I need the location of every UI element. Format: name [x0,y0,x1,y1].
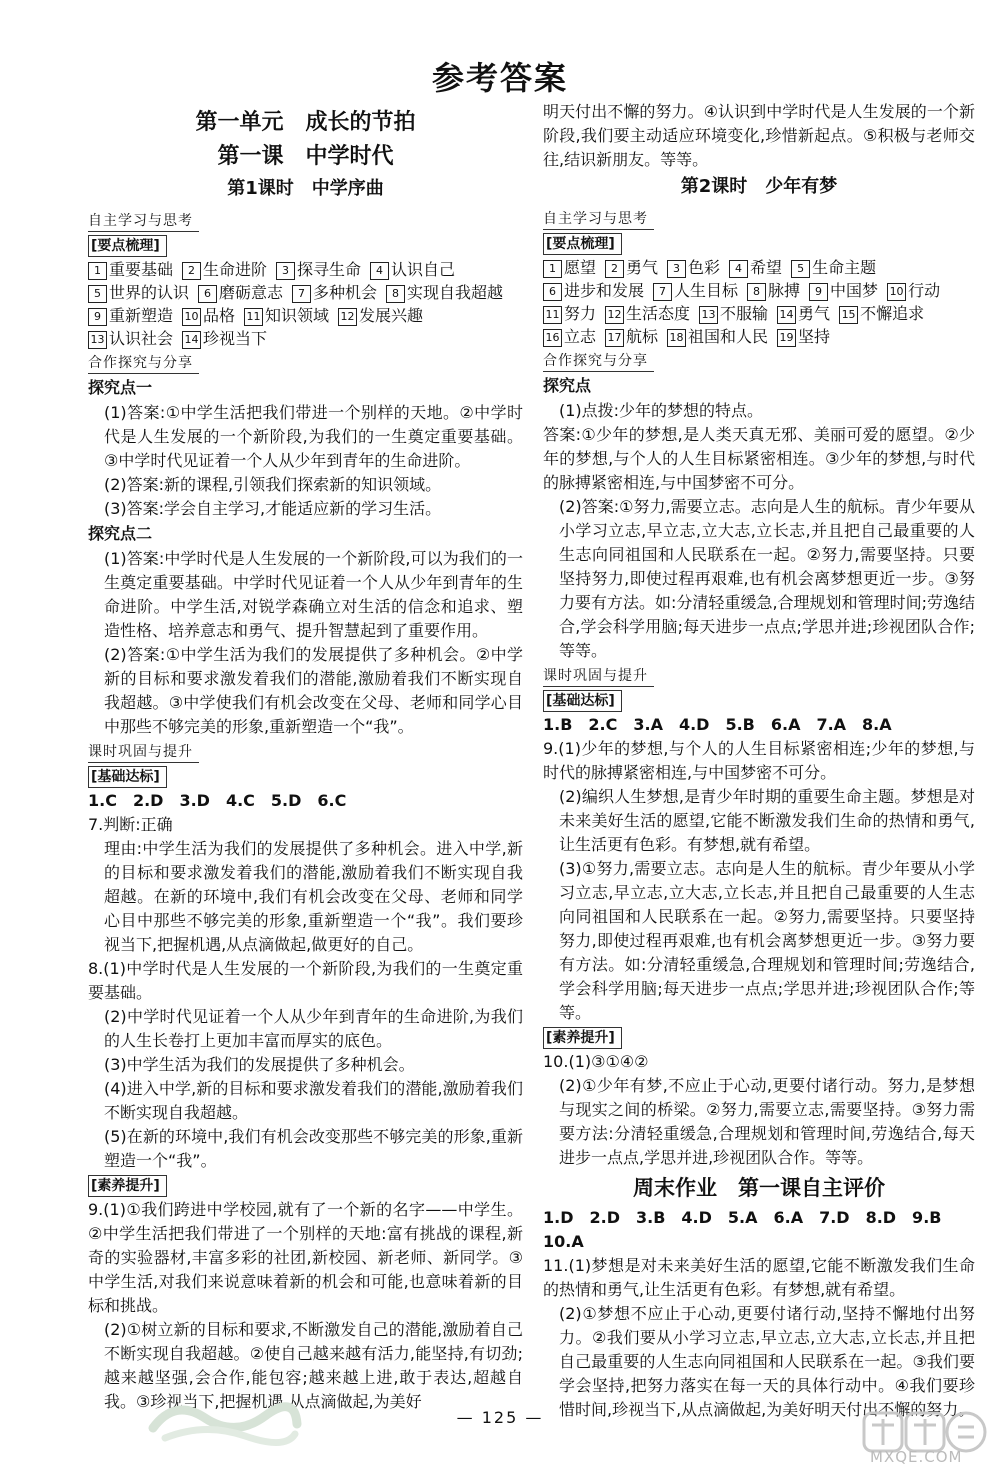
keypoint-number: 1 [543,260,562,278]
keypoint-text: 立志 [564,327,597,346]
answer-paragraph: (2)答案:①中学生活为我们的发展提供了多种机会。②中学新的目标和要求激发着我们的潜能,激励着我们不断实现自我超越。③中学使我们有机会改变在父母、老师和同学心目中那些不够完美的形象,重新塑造一个“我”。 [104,645,523,736]
choice-answers: 1.D 2.D 3.B 4.D 5.A 6.A 7.D 8.D 9.B 10.A [543,1208,958,1251]
keypoint-text: 世界的认识 [109,283,190,302]
keypoint-text: 生活态度 [626,304,691,323]
answer-paragraph: (4)进入中学,新的目标和要求激发着我们的潜能,激励着我们不断实现自我超越。 [104,1079,523,1122]
period-title: 第1课时 中学序曲 [227,178,384,199]
keypoint-number: 14 [777,306,796,324]
keypoint-item [386,281,503,304]
keypoint-list [543,256,975,348]
keypoint-text: 磨砺意志 [219,283,284,302]
keypoint-item [839,302,924,325]
left-column [88,106,523,1414]
keypoint-number: 16 [543,329,562,347]
sublabel-keypoints: [ 要点梳理 ] [88,235,167,257]
section-label-cooperation: 合作探究与分享 [88,353,199,374]
keypoint-item [667,325,768,348]
answer-paragraph: (2)答案:新的课程,引领我们探索新的知识领域。 [104,475,442,494]
keypoint-number: 19 [777,329,796,347]
page-number: — 125 — [456,1408,544,1427]
answer-paragraph: 10.(1)③①④② [543,1052,649,1071]
keypoint-number: 8 [747,283,766,301]
keypoint-text: 珍视当下 [203,329,268,348]
inquiry-heading: 探究点二 [88,524,153,543]
section-label-self-study: 自主学习与思考 [543,209,654,230]
lesson-title: 第一课 中学时代 [217,144,394,169]
keypoint-number: 5 [88,285,107,303]
answer-paragraph: (3)①努力,需要立志。志向是人生的航标。青少年要从小学习立志,早立志,立大志,立长志,并且把自己最重要的人生志向同祖国和人民联系在一起。②努力,需要坚持。只要坚持努力,即使过程再艰难,也有机会离梦想更近一步。③努力要有方法。如:分清轻重缓急,合理规划和管理时间;劳逸结合,学会科学用脑;每天进步一点点;学思并进;珍视团队合作;等等。 [559,859,975,1022]
keypoint-item [370,258,455,281]
keypoint-text: 认识自己 [391,260,456,279]
keypoint-item [747,279,800,302]
answer-paragraph: 7.判断:正确 [88,815,173,834]
answer-paragraph: (2)答案:①努力,需要立志。志向是人生的航标。青少年要从小学习立志,早立志,立大志,立长志,并且把自己最重要的人生志向同祖国和人民联系在一起。②努力,需要坚持。只要坚持努力,即使过程再艰难,也有机会离梦想更近一步。③努力要有方法。如:分清轻重缓急,合理规划和管理时间;劳逸结合,学会科学用脑;每天进步一点点;学思并进;珍视团队合作;等等。 [559,497,975,660]
keypoint-text: 坚持 [798,327,831,346]
keypoint-text: 人生目标 [674,281,739,300]
keypoint-number: 1 [88,262,107,280]
keypoint-item [605,325,658,348]
keypoint-text: 勇气 [626,258,659,277]
keypoint-item [653,279,738,302]
page-title: 参考答案 [431,59,568,97]
answer-paragraph: (2)编织人生梦想,是青少年时期的重要生命主题。梦想是对未来美好生活的愿望,它能不断激发我们生命的热情和勇气,让生活更有色彩。有梦想,就有希望。 [559,787,975,854]
sublabel-basic: [ 基础达标 ] [88,766,167,788]
keypoint-number: 9 [809,283,828,301]
keypoint-number: 7 [292,285,311,303]
keypoint-text: 进步和发展 [564,281,645,300]
answer-paragraph: (5)在新的环境中,我们有机会改变那些不够完美的形象,重新塑造一个“我”。 [104,1127,523,1170]
keypoint-number: 17 [605,329,624,347]
keypoint-text: 不服输 [720,304,769,323]
sublabel-improve: [ 素养提升 ] [88,1175,167,1197]
section-label-self-study: 自主学习与思考 [88,211,199,232]
answer-paragraph: (2)中学时代见证着一个人从少年到青年的生命进阶,为我们的人生长卷打上更加丰富而厚实的底色。 [104,1007,523,1050]
keypoint-item [88,258,173,281]
keypoint-item [887,279,940,302]
keypoint-item [729,256,782,279]
right-column [543,100,975,1422]
choice-answers: 1.B 2.C 3.A 4.D 5.B 6.A 7.A 8.A [543,715,892,734]
keypoint-number: 6 [198,285,217,303]
keypoint-text: 重要基础 [109,260,174,279]
keypoint-item [182,304,235,327]
keypoint-number: 13 [88,331,107,349]
keypoint-item [777,325,830,348]
keypoint-number: 12 [338,308,357,326]
keypoint-item [699,302,768,325]
keypoint-text: 多种机会 [313,283,378,302]
keypoint-item [543,279,644,302]
keypoint-number: 9 [88,308,107,326]
keypoint-text: 希望 [750,258,783,277]
keypoint-text: 知识领域 [265,306,330,325]
keypoint-item [88,281,189,304]
keypoint-number: 13 [699,306,718,324]
faded-stamp-icon [145,1388,305,1448]
keypoint-number: 14 [182,331,201,349]
keypoint-text: 努力 [564,304,597,323]
keypoint-item [182,327,267,350]
keypoint-number: 7 [653,283,672,301]
keypoint-item [543,325,596,348]
sublabel-basic: [ 基础达标 ] [543,690,622,712]
keypoint-number: 6 [543,283,562,301]
keypoint-item [777,302,830,325]
answer-paragraph: 11.(1)梦想是对未来美好生活的愿望,它能不断激发我们生命的热情和勇气,让生活更有色彩。有梦想,就有希望。 [543,1256,975,1299]
keypoint-item [244,304,329,327]
keypoint-item [88,304,173,327]
choice-answers: 1.C 2.D 3.D 4.C 5.D 6.C [88,791,347,810]
section-label-consolidation: 课时巩固与提升 [88,742,199,763]
answer-paragraph: (2)①少年有梦,不应止于心动,更要付诸行动。努力,是梦想与现实之间的桥梁。②努力,需要立志,需要坚持。③努力需要方法:分清轻重缓急,合理规划和管理时间,劳逸结合,每天进步一点点,学思并进,珍视团队合作。等等。 [559,1076,975,1167]
section-label-consolidation: 课时巩固与提升 [543,666,654,687]
keypoint-text: 发展兴趣 [359,306,424,325]
keypoint-number: 2 [605,260,624,278]
keypoint-text: 脉搏 [768,281,801,300]
keypoint-item [292,281,377,304]
answer-paragraph: (2)①梦想不应止于心动,更要付诸行动,坚持不懈地付出努力。②我们要从小学习立志,早立志,立大志,立长志,并且把自己最重要的人生志向同祖国和人民联系在一起。③我们要学会坚持,把努力落实在每一天的具体行动中。④我们要珍惜时间,珍视当下,从点滴做起,为美好明天付出不懈的努力。 [559,1304,975,1419]
keypoint-item [276,258,361,281]
keypoint-text: 品格 [203,306,236,325]
watermark-text: MXQE.COM [870,1448,963,1466]
answer-paragraph: (1)答案:中学时代是人生发展的一个新阶段,可以为我们的一生奠定重要基础。中学时代见证着一个人从少年到青年的生命进阶。中学生活,对锐学森确立对生活的信念和追求、塑造性格、培养意志和勇气、提升智慧起到了重要作用。 [104,549,523,640]
inquiry-heading: 探究点 [543,376,592,395]
keypoint-text: 祖国和人民 [688,327,769,346]
period-title: 第2课时 少年有梦 [680,176,838,197]
answer-paragraph: (3)中学生活为我们的发展提供了多种机会。 [104,1055,415,1074]
keypoint-text: 探寻生命 [297,260,362,279]
keypoint-text: 航标 [626,327,659,346]
keypoint-text: 重新塑造 [109,306,174,325]
keypoint-item [88,327,173,350]
answer-paragraph: 答案:①少年的梦想,是人类天真无邪、美丽可爱的愿望。②少年的梦想,与个人的人生目标紧密相连。③少年的梦想,与时代的脉搏紧密相连,与中国梦密不可分。 [543,425,975,492]
keypoint-number: 12 [605,306,624,324]
keypoint-text: 愿望 [564,258,597,277]
keypoint-number: 18 [667,329,686,347]
sublabel-improve: [ 素养提升 ] [543,1027,622,1049]
keypoint-item [543,302,596,325]
answer-paragraph: (2)①树立新的目标和要求,不断激发自己的潜能,激励着自己不断实现自我超越。②使自己越来越有活力,能坚持,有切劲;越来越坚强,会合作,能包容;越来越上进,敢于表达,超越自我。③珍视当下,把握机遇,从点滴做起,为美好 [104,1320,523,1411]
answer-paragraph: 9.(1)少年的梦想,与个人的人生目标紧密相连;少年的梦想,与时代的脉搏紧密相连,与中国梦密不可分。 [543,739,975,782]
answer-paragraph: (3)答案:学会自主学习,才能适应新的学习生活。 [104,499,442,518]
keypoint-item [338,304,423,327]
section-label-cooperation: 合作探究与分享 [543,351,654,372]
answer-paragraph: (1)点拨:少年的梦想的特点。 [559,401,764,420]
keypoint-number: 11 [543,306,562,324]
answer-paragraph: 理由:中学生活为我们的发展提供了多种机会。进入中学,新的目标和要求激发着我们的潜能,激励着我们不断实现自我超越。在新的环境中,我们有机会改变在父母、老师和同学心目中那些不够完美的形象,重新塑造一个“我”。我们要珍视当下,把握机遇,从点滴做起,做更好的自己。 [104,839,523,954]
keypoint-item [182,258,267,281]
answer-paragraph: 9.(1)①我们跨进中学校园,就有了一个新的名字——中学生。②中学生活把我们带进了一个别样的天地:富有挑战的课程,新奇的实验器材,丰富多彩的社团,新校园、新老师、新同学。③中学生活,对我们来说意味着新的机会和可能,也意味着新的目标和挑战。 [88,1200,523,1315]
keypoint-number: 5 [791,260,810,278]
keypoint-number: 2 [182,262,201,280]
keypoint-number: 10 [887,283,906,301]
keypoint-text: 实现自我超越 [407,283,504,302]
keypoint-number: 10 [182,308,201,326]
inquiry-heading: 探究点一 [88,378,153,397]
answer-paragraph: 明天付出不懈的努力。④认识到中学时代是人生发展的一个新阶段,我们要主动适应环境变化,珍惜新起点。⑤积极与老师交往,结识新朋友。等等。 [543,102,975,169]
unit-title: 第一单元 成长的节拍 [195,110,416,135]
keypoint-text: 色彩 [688,258,721,277]
keypoint-number: 11 [244,308,263,326]
answer-paragraph: 8.(1)中学时代是人生发展的一个新阶段,为我们的一生奠定重要基础。 [88,959,523,1002]
keypoint-item [667,256,720,279]
keypoint-number: 3 [667,260,686,278]
keypoint-text: 生命进阶 [203,260,268,279]
keypoint-number: 4 [729,260,748,278]
answer-paragraph: (1)答案:①中学生活把我们带进一个别样的天地。②中学时代是人生发展的一个新阶段,为我们的一生奠定重要基础。③中学时代见证着一个人从少年到青年的生命进阶。 [104,403,523,470]
weekly-title: 周末作业 第一课自主评价 [633,1176,885,1200]
keypoint-number: 3 [276,262,295,280]
keypoint-text: 行动 [908,281,941,300]
keypoint-item [791,256,876,279]
keypoint-text: 不懈追求 [860,304,925,323]
keypoint-text: 勇气 [798,304,831,323]
keypoint-text: 中国梦 [830,281,879,300]
sublabel-keypoints: [ 要点梳理 ] [543,233,622,255]
keypoint-number: 4 [370,262,389,280]
keypoint-item [809,279,878,302]
keypoint-number: 15 [839,306,858,324]
keypoint-list [88,258,523,350]
keypoint-item [543,256,596,279]
keypoint-item [605,256,658,279]
keypoint-text: 认识社会 [109,329,174,348]
keypoint-number: 8 [386,285,405,303]
keypoint-item [605,302,690,325]
keypoint-item [198,281,283,304]
keypoint-text: 生命主题 [812,258,877,277]
